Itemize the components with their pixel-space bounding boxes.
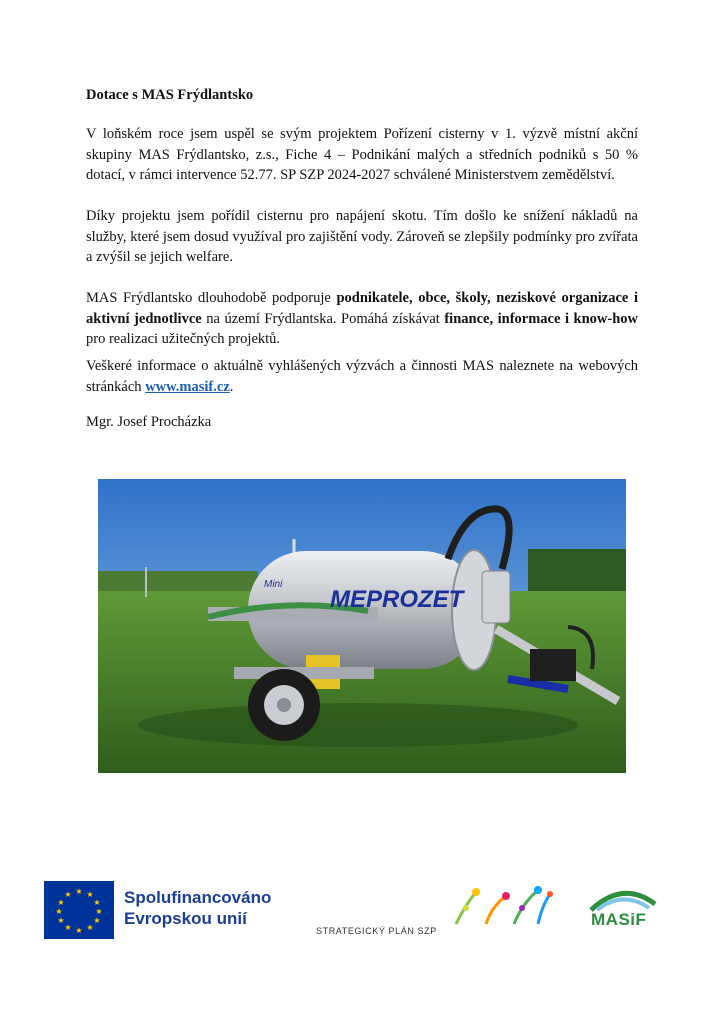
strategic-plan-text: STRATEGICKÝ PLÁN SZP — [316, 926, 437, 936]
tank-badge-text: Mini — [264, 579, 283, 590]
sprouts-icon — [316, 884, 556, 926]
masif-logo-text: MASiF — [591, 910, 647, 929]
svg-text:★: ★ — [57, 898, 65, 907]
svg-text:★: ★ — [93, 916, 101, 925]
svg-text:★: ★ — [86, 923, 94, 932]
svg-text:★: ★ — [75, 926, 83, 935]
paragraph-benefits: Díky projektu jsem pořídil cisternu pro napájení skotu. Tím došlo ke snížení nákladů na služby, které jsem dosud využíval pro zajištění vody. Zároveň se zlepšily podmínky pro zvířata a zvýšil se jejich welfare. — [86, 208, 638, 265]
paragraph-info: Veškeré informace o aktuálně vyhlášených výzvách a činnosti MAS naleznete na webových stránkách www.masif.cz. — [86, 358, 638, 395]
svg-text:★: ★ — [93, 898, 101, 907]
eu-flag-icon — [44, 881, 114, 939]
signature: Mgr. Josef Procházka — [86, 414, 212, 430]
eu-cofunded-logo — [44, 881, 302, 934]
masif-arc-icon — [585, 880, 661, 912]
svg-text:★: ★ — [64, 923, 72, 932]
tank-brand-text: MEPROZET — [330, 586, 464, 613]
eu-cofunded-text: Spolufinancováno Evropskou unií — [124, 888, 272, 928]
svg-text:★: ★ — [64, 890, 72, 899]
paragraph-project: V loňském roce jsem uspěl se svým projektem Pořízení cisterny v 1. výzvě místní akční skupiny MAS Frýdlantsko, z.s., Fiche 4 – Podnikání malých a středních podniků s 50 % dotací, v rámci intervence 52.77. SP SZP 2024-2027 schválené Ministerstvem zemědělství. — [86, 126, 638, 183]
footer-logos — [0, 876, 724, 946]
paragraph-mas-support: MAS Frýdlantsko dlouhodobě podporuje podnikatele, obce, školy, neziskové organizace i aktivní jednotlivce na území Frýdlantska. Pomáhá získávat finance, informace i know-how pro realizaci užitečných projektů. — [86, 290, 639, 347]
masif-website-link[interactable]: www.masif.cz — [145, 378, 230, 395]
page-title: Dotace s MAS Frýdlantsko — [86, 87, 254, 103]
svg-text:★: ★ — [55, 907, 63, 916]
strategic-plan-logo — [316, 884, 556, 944]
tanker-photo — [98, 479, 626, 773]
svg-text:★: ★ — [95, 907, 103, 916]
svg-text:★: ★ — [57, 916, 65, 925]
svg-text:★: ★ — [75, 887, 83, 896]
masif-logo — [585, 880, 661, 940]
svg-text:★: ★ — [86, 890, 94, 899]
